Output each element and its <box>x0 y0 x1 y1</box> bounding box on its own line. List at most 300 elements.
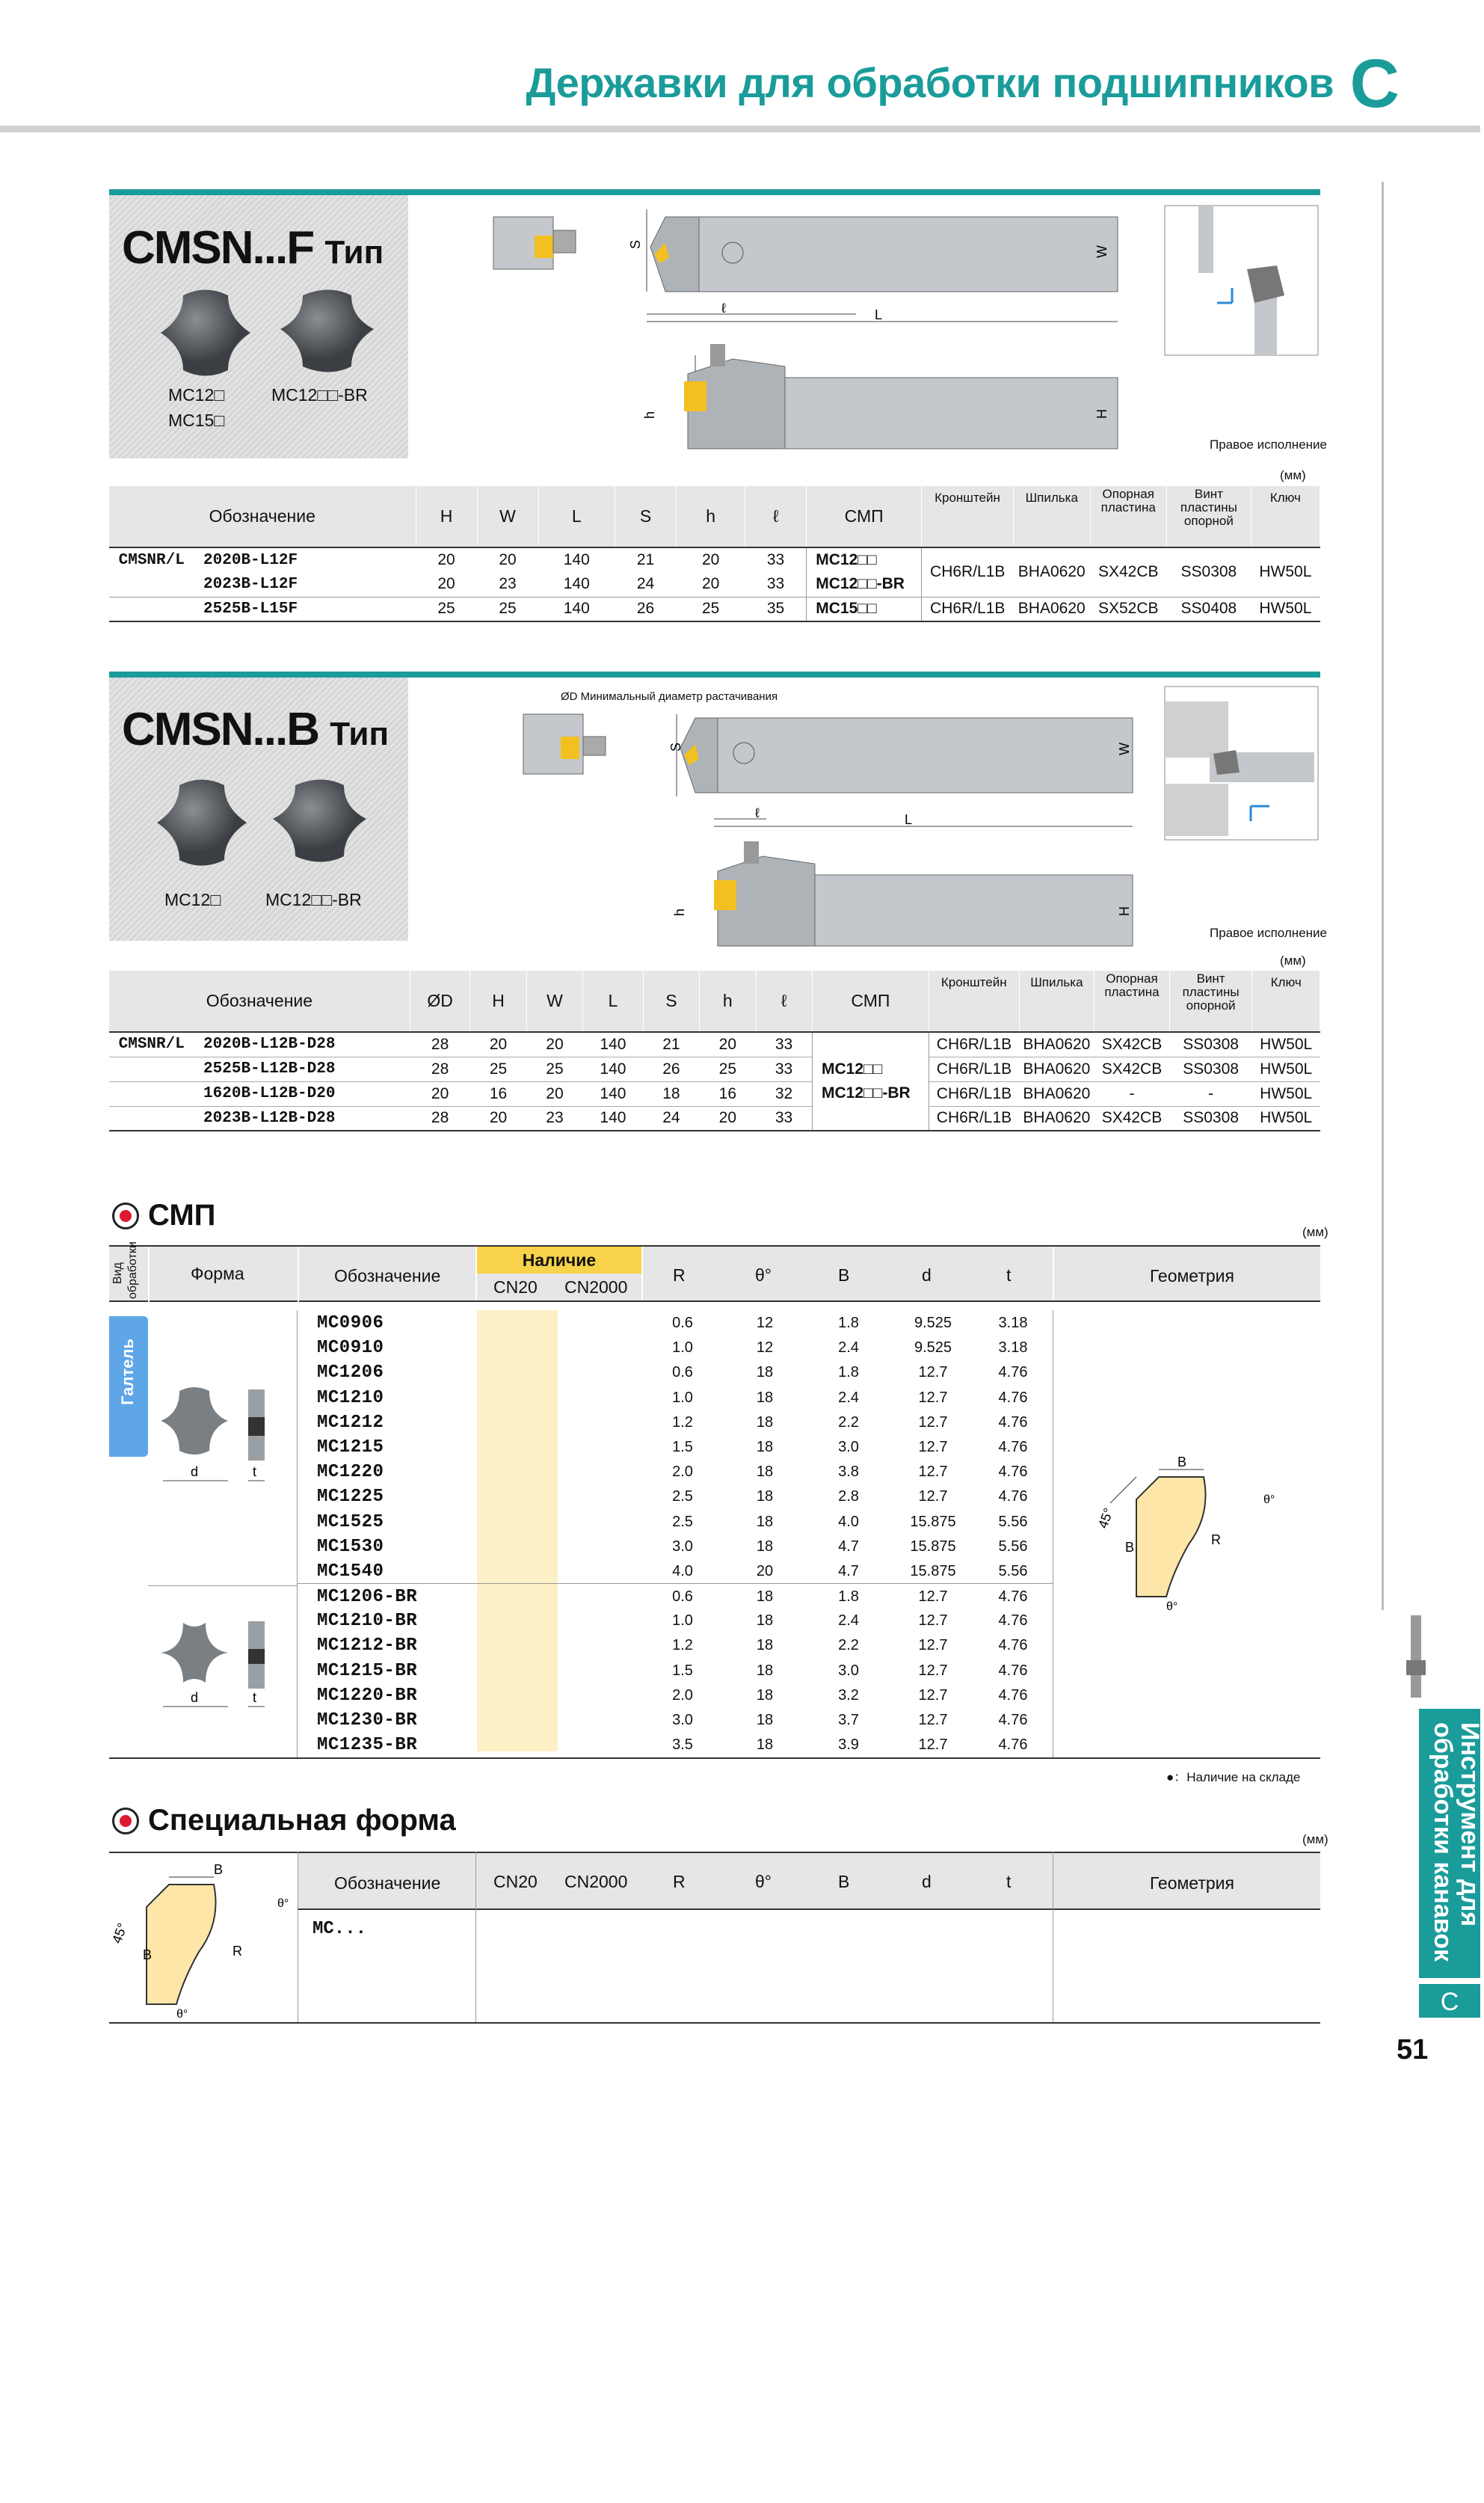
insert-cell: 12 <box>756 1315 774 1331</box>
cell: 20 <box>489 1109 508 1127</box>
col-header: W <box>526 971 582 1032</box>
cell: 25 <box>718 1060 736 1078</box>
geom-label: B <box>1125 1540 1135 1555</box>
col-header: CN20 <box>493 1277 538 1297</box>
cell: 32 <box>775 1084 793 1102</box>
insert-cell: 18 <box>756 1736 774 1754</box>
insert-code: MC1212 <box>317 1412 384 1433</box>
insert-cell: 1.0 <box>672 1389 693 1406</box>
cell: CH6R/L1B <box>929 1032 1019 1057</box>
insert-cell: 12.7 <box>918 1736 948 1754</box>
table-bottom-rule <box>109 1757 1320 1759</box>
unit-label: (мм) <box>1280 468 1306 482</box>
cell: - <box>1208 1084 1214 1102</box>
insert-cell: 12.7 <box>918 1389 948 1406</box>
right-version-label: Правое исполнение <box>1210 926 1327 940</box>
insert-cell: 18 <box>756 1464 774 1481</box>
cell: HW50L <box>1259 563 1312 581</box>
cell: 140 <box>600 1035 626 1053</box>
insert-cell: 3.18 <box>998 1315 1028 1331</box>
insert-cell: 18 <box>756 1513 774 1530</box>
col-header: CN2000 <box>564 1277 628 1297</box>
section-heading: СМП <box>112 1199 215 1232</box>
holder-table-f <box>109 486 1320 622</box>
insert-cell: 3.5 <box>672 1736 693 1754</box>
insert-cell: 4.76 <box>998 1364 1028 1381</box>
insert-cell: 3.0 <box>838 1438 859 1455</box>
cell: 20 <box>546 1035 564 1053</box>
min-bore-label: ØD Минимальный диаметр растачивания <box>561 690 778 703</box>
tool-drawing <box>486 202 1144 456</box>
insert-cell: 15.875 <box>910 1562 956 1579</box>
insert-cell: 5.56 <box>998 1538 1028 1555</box>
cell: 20 <box>718 1035 736 1053</box>
table-row: 2525B-L12B-D28 <box>203 1060 336 1078</box>
insert-cell: 1.0 <box>672 1339 693 1357</box>
cell: SX42CB <box>1101 1035 1163 1053</box>
cell: 18 <box>662 1084 680 1102</box>
insert-row <box>298 1509 1053 1534</box>
col-header: CN20 <box>493 1872 538 1891</box>
insert-row <box>298 1583 1053 1608</box>
cell: 23 <box>499 575 517 593</box>
insert-cell: 2.8 <box>838 1488 859 1505</box>
separator <box>475 1852 476 2022</box>
col-header: Обозначение <box>109 486 416 547</box>
dim-W: W <box>1094 245 1109 258</box>
dim-h: h <box>672 908 687 916</box>
col-header: Вид обработки <box>111 1241 139 1299</box>
insert-code: MC1220-BR <box>317 1685 418 1706</box>
cell: 20 <box>701 575 720 593</box>
cell: - <box>1129 1084 1135 1102</box>
insert-cell: 4.0 <box>672 1562 693 1579</box>
col-header: d <box>922 1872 932 1891</box>
special-geometry-diagram <box>109 1855 296 2019</box>
insert-cell: 12.7 <box>918 1364 948 1381</box>
col-header: t <box>1006 1265 1012 1285</box>
cell: BHA0620 <box>1017 563 1086 581</box>
insert-cell: 4.76 <box>998 1464 1028 1481</box>
cell: 24 <box>662 1109 680 1127</box>
col-header: h <box>677 486 745 547</box>
col-header: Кронштейн <box>922 486 1014 547</box>
insert-cell: 1.2 <box>672 1413 693 1431</box>
cell: SX42CB <box>1097 563 1159 581</box>
bullet-icon <box>112 1808 139 1834</box>
insert-cell: 4.7 <box>838 1538 859 1555</box>
cell: 25 <box>437 600 455 618</box>
cell: CH6R/L1B <box>929 1106 1019 1131</box>
col-header: θ° <box>755 1872 772 1891</box>
col-header: d <box>922 1265 932 1285</box>
insert-code: MC1206-BR <box>317 1587 418 1608</box>
sidebar-line <box>1382 182 1384 1610</box>
boring-diagram <box>1165 687 1318 840</box>
insert-cell: 18 <box>756 1438 774 1455</box>
cell: 16 <box>718 1084 736 1102</box>
insert-images <box>153 288 392 393</box>
col-header: Наличие <box>477 1247 641 1274</box>
insert-cell: 4.76 <box>998 1736 1028 1754</box>
insert-cell: 4.76 <box>998 1488 1028 1505</box>
dim-S: S <box>628 239 643 249</box>
table-row: 2023B-L12B-D28 <box>203 1109 336 1127</box>
cell: 33 <box>766 575 785 593</box>
insert-cell: 18 <box>756 1712 774 1728</box>
insert-cell: 2.2 <box>838 1413 859 1431</box>
col-header: R <box>673 1265 686 1285</box>
insert-cell: 4.76 <box>998 1413 1028 1431</box>
insert-code: MC0910 <box>317 1338 384 1359</box>
cell: 28 <box>431 1035 449 1053</box>
insert-row <box>298 1558 1053 1583</box>
insert-cell: 3.8 <box>838 1464 859 1481</box>
insert-cell: 12 <box>756 1339 774 1357</box>
dim-S: S <box>668 742 683 752</box>
cell: 140 <box>600 1109 626 1127</box>
insert-cell: 12.7 <box>918 1488 948 1505</box>
table-row: 2525B-L15F <box>203 600 298 618</box>
page-title: Державки для обработки подшипников <box>526 59 1334 106</box>
col-header: t <box>1006 1872 1012 1891</box>
insert-row <box>298 1633 1053 1657</box>
cell: 21 <box>636 551 655 568</box>
cell: CH6R/L1B <box>922 547 1014 597</box>
geom-label: R <box>1211 1532 1221 1547</box>
insert-shape-br-icon <box>153 1615 295 1742</box>
insert-cell: 18 <box>756 1538 774 1555</box>
col-header: Обозначение <box>109 971 410 1032</box>
cell: 26 <box>636 600 655 618</box>
insert-cell: 9.525 <box>914 1339 952 1357</box>
insert-code: MC1215-BR <box>317 1660 418 1681</box>
insert-row <box>298 1658 1053 1683</box>
cell: 140 <box>563 600 590 618</box>
cell: SS0308 <box>1183 1035 1239 1053</box>
insert-cell: 2.0 <box>672 1464 693 1481</box>
insert-code: MC0906 <box>317 1313 384 1333</box>
insert-cell: 12.7 <box>918 1413 948 1431</box>
insert-cell: 12.7 <box>918 1662 948 1679</box>
cell: 25 <box>499 600 517 618</box>
insert-label: MC15□ <box>168 411 225 430</box>
col-header: H <box>416 486 477 547</box>
col-header: ℓ <box>745 486 807 547</box>
col-header: Ключ <box>1252 971 1320 1032</box>
insert-cell: 18 <box>756 1662 774 1679</box>
insert-cell: 3.18 <box>998 1339 1028 1357</box>
insert-row <box>298 1310 1053 1335</box>
cell: 25 <box>701 600 720 618</box>
insert-row <box>298 1335 1053 1360</box>
col-header: Опорная пластина <box>1090 486 1167 547</box>
cell: SX42CB <box>1101 1060 1163 1078</box>
insert-images <box>150 778 389 882</box>
col-header: Обозначение <box>334 1873 441 1893</box>
col-header: Шпилька <box>1019 971 1094 1032</box>
dim-W: W <box>1117 743 1132 755</box>
insert-cell: 12.7 <box>918 1438 948 1455</box>
side-tab-galtel: Галтель <box>109 1316 148 1457</box>
cell: 23 <box>546 1109 564 1127</box>
insert-cell: 0.6 <box>672 1588 693 1606</box>
cell: CH6R/L1B <box>929 1081 1019 1106</box>
insert-cell: 4.76 <box>998 1612 1028 1630</box>
col-header: R <box>673 1872 686 1891</box>
col-header: S <box>615 486 677 547</box>
insert-cell: 12.7 <box>918 1464 948 1481</box>
insert-code: MC1530 <box>317 1536 384 1557</box>
col-header: θ° <box>755 1265 772 1285</box>
insert-cell: 3.0 <box>838 1662 859 1679</box>
insert-cell: 1.5 <box>672 1662 693 1679</box>
cell: 20 <box>499 551 517 568</box>
insert-code: MC1525 <box>317 1511 384 1532</box>
section1-rule <box>109 189 1320 195</box>
insert-cell: 2.4 <box>838 1389 859 1406</box>
insert-cell: 12.7 <box>918 1612 948 1630</box>
geom-label: B <box>214 1862 224 1877</box>
insert-cell: 18 <box>756 1488 774 1505</box>
dim-H: H <box>1094 409 1109 419</box>
cell: BHA0620 <box>1023 1035 1091 1053</box>
cell: 24 <box>636 575 655 593</box>
cell: 33 <box>766 551 785 568</box>
insert-cell: 0.6 <box>672 1364 693 1381</box>
col-header: Опорная пластина <box>1094 971 1170 1032</box>
insert-cell: 1.8 <box>838 1588 859 1606</box>
col-header: ØD <box>410 971 469 1032</box>
cell: 28 <box>431 1060 449 1078</box>
section-heading: Специальная форма <box>112 1804 456 1837</box>
col-header: CN2000 <box>564 1872 628 1891</box>
cell: HW50L <box>1260 1060 1313 1078</box>
insert-cell: 1.8 <box>838 1315 859 1331</box>
cell: 140 <box>600 1084 626 1102</box>
separator <box>641 1247 643 1300</box>
col-header: Геометрия <box>1150 1266 1234 1286</box>
col-header: W <box>477 486 538 547</box>
col-header: L <box>583 971 643 1032</box>
insert-cell: 2.5 <box>672 1488 693 1505</box>
cell: 21 <box>662 1035 680 1053</box>
insert-label: MC12□□-BR <box>265 890 362 909</box>
insert-cell: 4.76 <box>998 1686 1028 1704</box>
smp-cell: MC12□□ MC12□□-BR <box>812 1032 929 1131</box>
insert-cell: 9.525 <box>914 1315 952 1331</box>
cell: SX52CB <box>1097 600 1159 618</box>
cell: 140 <box>563 551 590 568</box>
sidebar-tab <box>1419 1709 1484 1978</box>
insert-cell: 18 <box>756 1686 774 1704</box>
insert-cell: 4.7 <box>838 1562 859 1579</box>
insert-row <box>298 1608 1053 1633</box>
col-header: Геометрия <box>1150 1873 1234 1893</box>
insert-cell: 4.76 <box>998 1662 1028 1679</box>
insert-cell: 15.875 <box>910 1538 956 1555</box>
cell: 25 <box>489 1060 508 1078</box>
col-header: Кронштейн <box>929 971 1019 1032</box>
cell: 16 <box>489 1084 508 1102</box>
insert-row <box>298 1434 1053 1459</box>
insert-cell: 15.875 <box>910 1513 956 1530</box>
rule <box>109 1852 298 1853</box>
insert-cell: 2.5 <box>672 1513 693 1530</box>
page-number: 51 <box>1397 2034 1429 2066</box>
insert-cell: 2.4 <box>838 1339 859 1357</box>
insert-cell: 1.0 <box>672 1612 693 1630</box>
tool-thumbnail-icon <box>1394 1615 1439 1705</box>
insert-cell: 18 <box>756 1413 774 1431</box>
geom-label: B <box>143 1947 153 1962</box>
sidebar-text: Инструмент для обработки канавок <box>1429 1722 1484 1962</box>
col-header: Винт пластины опорной <box>1167 486 1251 547</box>
insert-cell: 1.8 <box>838 1364 859 1381</box>
insert-cell: 12.7 <box>918 1712 948 1728</box>
insert-cell: 18 <box>756 1389 774 1406</box>
insert-code: MC1225 <box>317 1487 384 1508</box>
unit-label: (мм) <box>1302 1225 1328 1239</box>
insert-cell: 3.0 <box>672 1538 693 1555</box>
insert-code: MC1210-BR <box>317 1611 418 1632</box>
section-letter: C <box>1349 46 1400 122</box>
insert-cell: 4.76 <box>998 1588 1028 1606</box>
cell: 140 <box>600 1060 626 1078</box>
unit-label: (мм) <box>1302 1832 1328 1846</box>
insert-label: MC12□ <box>164 890 221 909</box>
cell: 20 <box>437 551 455 568</box>
right-version-label: Правое исполнение <box>1210 437 1327 452</box>
tool-drawing <box>516 707 1144 946</box>
insert-cell: 2.0 <box>672 1686 693 1704</box>
col-header: ℓ <box>756 971 812 1032</box>
cell: 33 <box>775 1109 793 1127</box>
cell: SS0308 <box>1180 563 1237 581</box>
insert-label: MC12□□-BR <box>271 385 368 405</box>
insert-cell: 1.5 <box>672 1438 693 1455</box>
insert-row <box>298 1683 1053 1707</box>
separator <box>475 1247 477 1300</box>
cell: 35 <box>766 600 785 618</box>
insert-row <box>298 1484 1053 1508</box>
cell: SS0308 <box>1183 1060 1239 1078</box>
dim-h: h <box>642 411 657 419</box>
header-rule <box>0 126 1480 132</box>
insert-cell: 3.7 <box>838 1712 859 1728</box>
col-header: Обозначение <box>334 1266 441 1286</box>
cell: 33 <box>775 1035 793 1053</box>
insert-cell: 3.2 <box>838 1686 859 1704</box>
cell: 20 <box>489 1035 508 1053</box>
cell: 33 <box>775 1060 793 1078</box>
insert-cell: 1.2 <box>672 1637 693 1654</box>
col-header: h <box>700 971 756 1032</box>
geom-label: B <box>1177 1455 1187 1469</box>
dim-l: ℓ <box>721 301 726 316</box>
cell: SX42CB <box>1101 1109 1163 1127</box>
insert-cell: 2.4 <box>838 1612 859 1630</box>
col-header: Ключ <box>1251 486 1320 547</box>
insert-cell: 4.76 <box>998 1637 1028 1654</box>
insert-cell: 4.0 <box>838 1513 859 1530</box>
cell: SS0408 <box>1180 600 1237 618</box>
insert-cell: 18 <box>756 1588 774 1606</box>
geom-label: θ° <box>1166 1600 1178 1613</box>
cell: 140 <box>563 575 590 593</box>
insert-cell: 4.76 <box>998 1438 1028 1455</box>
cell: BHA0620 <box>1023 1084 1091 1102</box>
insert-row <box>298 1360 1053 1384</box>
insert-cell: 5.56 <box>998 1513 1028 1530</box>
col-header: СМП <box>807 486 922 547</box>
cell: 20 <box>546 1084 564 1102</box>
holder-table-b <box>109 971 1320 1131</box>
smp-cell: MC12□□ MC12□□-BR <box>807 547 922 597</box>
insert-cell: 18 <box>756 1364 774 1381</box>
col-header: S <box>643 971 699 1032</box>
cell: 28 <box>431 1109 449 1127</box>
dim-L: L <box>875 307 883 322</box>
insert-cell: 2.2 <box>838 1637 859 1654</box>
dim-t: t <box>253 1690 257 1705</box>
cell: BHA0620 <box>1017 600 1086 618</box>
section1-type-title: CMSN...F Тип <box>122 222 384 274</box>
cell: HW50L <box>1260 1109 1313 1127</box>
insert-cell: 18 <box>756 1637 774 1654</box>
unit-label: (мм) <box>1280 953 1306 968</box>
col-header: Винт пластины опорной <box>1169 971 1252 1032</box>
dim-d: d <box>191 1464 199 1479</box>
cell: 26 <box>662 1060 680 1078</box>
smp-cell: MC15□□ <box>807 597 922 621</box>
geom-label: 45° <box>108 1920 131 1946</box>
bullet-icon <box>112 1203 139 1229</box>
insert-code: MC1220 <box>317 1462 384 1483</box>
col-header: СМП <box>812 971 929 1032</box>
dim-H: H <box>1117 906 1132 916</box>
insert-code: MC1235-BR <box>317 1735 418 1756</box>
stock-note: ●：Наличие на складе <box>1166 1770 1301 1784</box>
cell: CH6R/L1B <box>922 597 1014 621</box>
cell: SS0308 <box>1183 1109 1239 1127</box>
insert-label: MC12□ <box>168 385 225 405</box>
insert-code: MC1210 <box>317 1387 384 1408</box>
dim-t: t <box>253 1464 257 1479</box>
insert-cell: 12.7 <box>918 1637 948 1654</box>
insert-row <box>298 1410 1053 1434</box>
table-row: 2023B-L12F <box>203 575 298 593</box>
col-header: B <box>838 1872 850 1891</box>
geom-label: 45° <box>1094 1505 1117 1531</box>
insert-table-header <box>109 1241 1320 1302</box>
col-header: Шпилька <box>1014 486 1091 547</box>
geometry-diagram <box>1092 1447 1293 1612</box>
insert-cell: 12.7 <box>918 1686 948 1704</box>
dim-l: ℓ <box>755 805 760 820</box>
separator <box>1053 1247 1054 1300</box>
insert-code: MC1230-BR <box>317 1710 418 1730</box>
cell: 20 <box>431 1084 449 1102</box>
insert-rows <box>298 1310 1053 1757</box>
insert-code: MC1540 <box>317 1561 384 1582</box>
insert-cell: 20 <box>756 1562 774 1579</box>
insert-cell: 3.9 <box>838 1736 859 1754</box>
geom-label: θ° <box>277 1897 289 1910</box>
cell: 25 <box>546 1060 564 1078</box>
rule <box>109 2022 1320 2024</box>
insert-code: MC1215 <box>317 1437 384 1458</box>
